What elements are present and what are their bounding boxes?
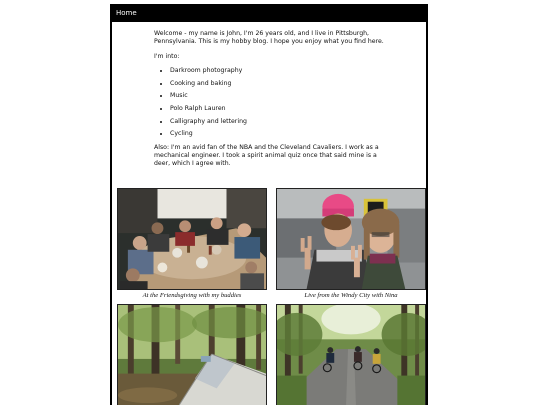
friendsgiving-image — [118, 189, 266, 289]
tent-forest-image — [118, 305, 266, 405]
main-content — [112, 22, 426, 405]
windy-city-image — [277, 189, 425, 289]
photo-friendsgiving[interactable] — [117, 188, 267, 290]
photo-caption: At the Friendsgiving with my buddies — [142, 292, 242, 299]
page-frame — [110, 4, 428, 405]
photo-cycling[interactable] — [276, 304, 426, 405]
photo-windy-city[interactable] — [276, 188, 426, 290]
interest-item: • Cooking and baking — [170, 80, 386, 88]
interest-item: • Calligraphy and lettering — [170, 118, 386, 126]
interests-heading: I'm into: — [154, 52, 180, 60]
interest-item: • Cycling — [170, 130, 386, 138]
also-paragraph: Also: I'm an avid fan of the NBA and the Cleveland Cavaliers. I work as a mechanical engineer. I took a spirit animal quiz once that said mine is a deer, which I agree with. — [154, 143, 379, 168]
cycling-road-image — [277, 305, 425, 405]
intro-paragraph: Welcome - my name is John, I'm 26 years old, and I live in Pittsburgh, Pennsylvania. This is my hobby blog. I hope you enjoy what you find here. — [154, 30, 384, 46]
interest-item: • Polo Ralph Lauren — [170, 105, 386, 113]
blog-text — [154, 30, 386, 175]
photo-caption: Live from the Windy City with Nina — [304, 292, 398, 299]
interest-item: • Music — [170, 92, 386, 100]
interest-item: • Darkroom photography — [170, 67, 386, 75]
interests-list — [154, 67, 386, 138]
navbar — [110, 4, 428, 22]
nav-home-link[interactable]: Home — [116, 9, 137, 17]
photo-tent[interactable] — [117, 304, 267, 405]
